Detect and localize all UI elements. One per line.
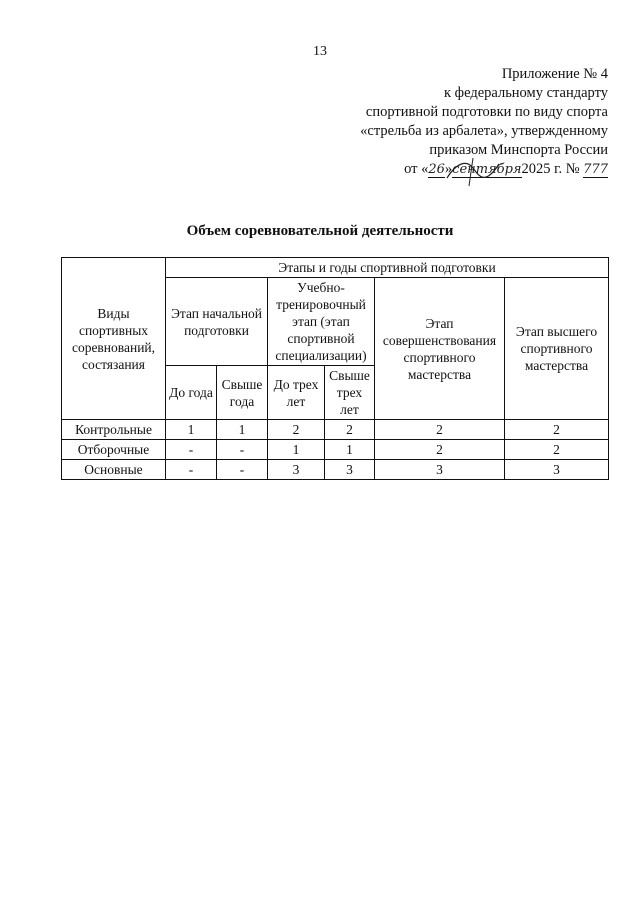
- table-cell: 3: [505, 460, 609, 480]
- table-cell: -: [217, 440, 268, 460]
- table-cell: 2: [325, 420, 375, 440]
- document-title: Объем соревновательной деятельности: [186, 223, 454, 239]
- order-day: 26: [428, 162, 445, 177]
- page-number: 13: [313, 44, 327, 59]
- appendix-line: приказом Минспорта России: [429, 142, 608, 158]
- group-header: Этапы и годы спортивной подготовки: [166, 258, 609, 278]
- table-cell: 3: [268, 460, 325, 480]
- table-cell: -: [217, 460, 268, 480]
- table-cell: 1: [268, 440, 325, 460]
- table-cell: 3: [375, 460, 505, 480]
- table-cell: 2: [375, 440, 505, 460]
- year-suffix: 2025 г. №: [521, 161, 580, 177]
- stage-initial-header: Этап начальной подготовки: [166, 278, 268, 366]
- sub-header: Свыше года: [217, 366, 268, 420]
- table-cell: 3: [325, 460, 375, 480]
- appendix-block: [288, 65, 608, 179]
- sub-header: Свыше трех лет: [325, 366, 375, 420]
- table-cell: 2: [505, 440, 609, 460]
- table-body: [62, 420, 609, 480]
- sub-header: До трех лет: [268, 366, 325, 420]
- competition-volume-table: [61, 257, 609, 480]
- appendix-line: «стрельба из арбалета», утвержденному: [360, 123, 608, 139]
- row-label: Отборочные: [62, 440, 166, 460]
- order-date-line: [288, 160, 608, 179]
- table-row: [62, 460, 609, 480]
- table-row: [62, 440, 609, 460]
- stage-higher-header: Этап высшего спортивного мастерства: [505, 278, 609, 420]
- row-label: Контрольные: [62, 420, 166, 440]
- stage-improvement-header: Этап совершенствования спортивного мастерства: [375, 278, 505, 420]
- sub-header: До года: [166, 366, 217, 420]
- stub-header: Виды спортивных соревнований, состязания: [62, 258, 166, 420]
- order-month: сентября: [452, 162, 522, 177]
- table-cell: 1: [325, 440, 375, 460]
- order-number: 777: [583, 162, 608, 177]
- date-prefix: от «: [404, 161, 429, 177]
- table-cell: 2: [268, 420, 325, 440]
- date-mid: »: [444, 161, 453, 177]
- table-cell: -: [166, 440, 217, 460]
- stage-training-header: Учебно-тренировочный этап (этап спортивной специализации): [268, 278, 375, 366]
- appendix-line: спортивной подготовки по виду спорта: [365, 104, 608, 120]
- table-cell: 2: [505, 420, 609, 440]
- appendix-line: к федеральному стандарту: [444, 85, 608, 101]
- appendix-line: Приложение № 4: [501, 66, 608, 82]
- table-cell: 1: [166, 420, 217, 440]
- table-cell: -: [166, 460, 217, 480]
- table-cell: 1: [217, 420, 268, 440]
- table-cell: 2: [375, 420, 505, 440]
- table-row: [62, 420, 609, 440]
- row-label: Основные: [62, 460, 166, 480]
- table-header-row: [62, 258, 609, 278]
